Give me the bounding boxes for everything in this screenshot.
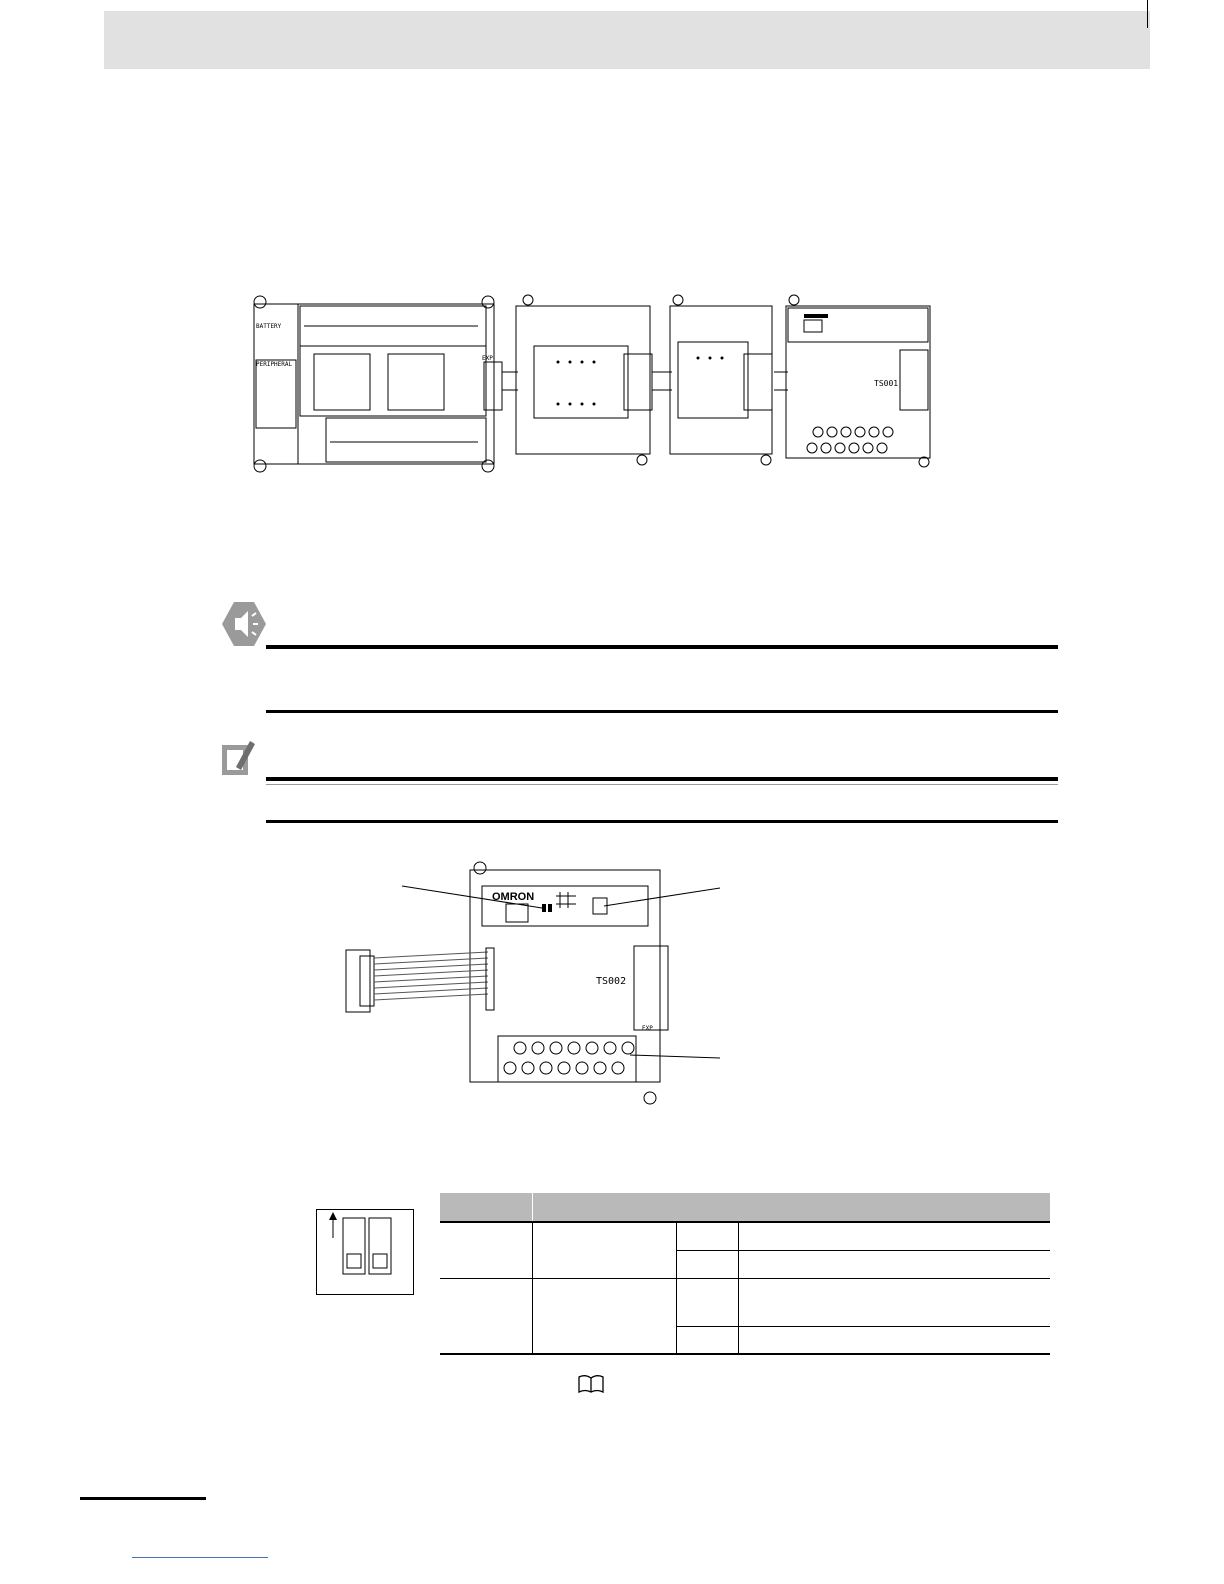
precautions-top-rule [266,645,1058,649]
table-cell [738,1326,1050,1354]
table-row [440,1222,1050,1250]
page-header-band [104,11,1150,69]
table-cell [532,1278,676,1354]
table-cell [738,1222,1050,1250]
footer-link-underline[interactable] [132,1557,268,1558]
cpu-label-battery: BATTERY [256,323,282,330]
switch-settings-table [440,1193,1050,1355]
dip-switch-diagram [316,1209,414,1295]
additional-info-bottom-rule [266,820,1058,823]
table-cell [676,1278,738,1326]
ts002-label: TS002 [596,976,627,987]
table-header-cell [532,1193,1050,1222]
cpu-expansion-figure [248,292,938,482]
table-cell [440,1278,532,1354]
speaker-warning-icon [220,600,268,648]
table-cell [676,1250,738,1278]
additional-info-top-rule [266,777,1058,781]
table-cell [738,1278,1050,1326]
additional-info-thin-rule [266,784,1058,785]
cpu-label-peripheral: PERIPHERAL [256,361,293,368]
book-icon[interactable] [577,1374,605,1394]
table-cell [676,1326,738,1354]
table-cell [440,1222,532,1278]
table-cell [738,1250,1050,1278]
pen-note-icon [220,737,258,777]
ts002-unit-figure [330,860,730,1105]
cpu-label-exp: EXP [482,355,493,362]
footer-rule [80,1497,206,1500]
table-cell [676,1222,738,1250]
table-row [440,1278,1050,1326]
table-cell [532,1222,676,1278]
precautions-bottom-rule [266,710,1058,713]
crop-mark [1147,0,1148,28]
table-header-cell [440,1193,532,1222]
dip-switch-drawing [317,1210,413,1294]
ts002-exp-label: EXP [642,1025,653,1032]
ts001-label: TS001 [874,379,899,388]
omron-logo-text: OMRON [492,891,535,903]
